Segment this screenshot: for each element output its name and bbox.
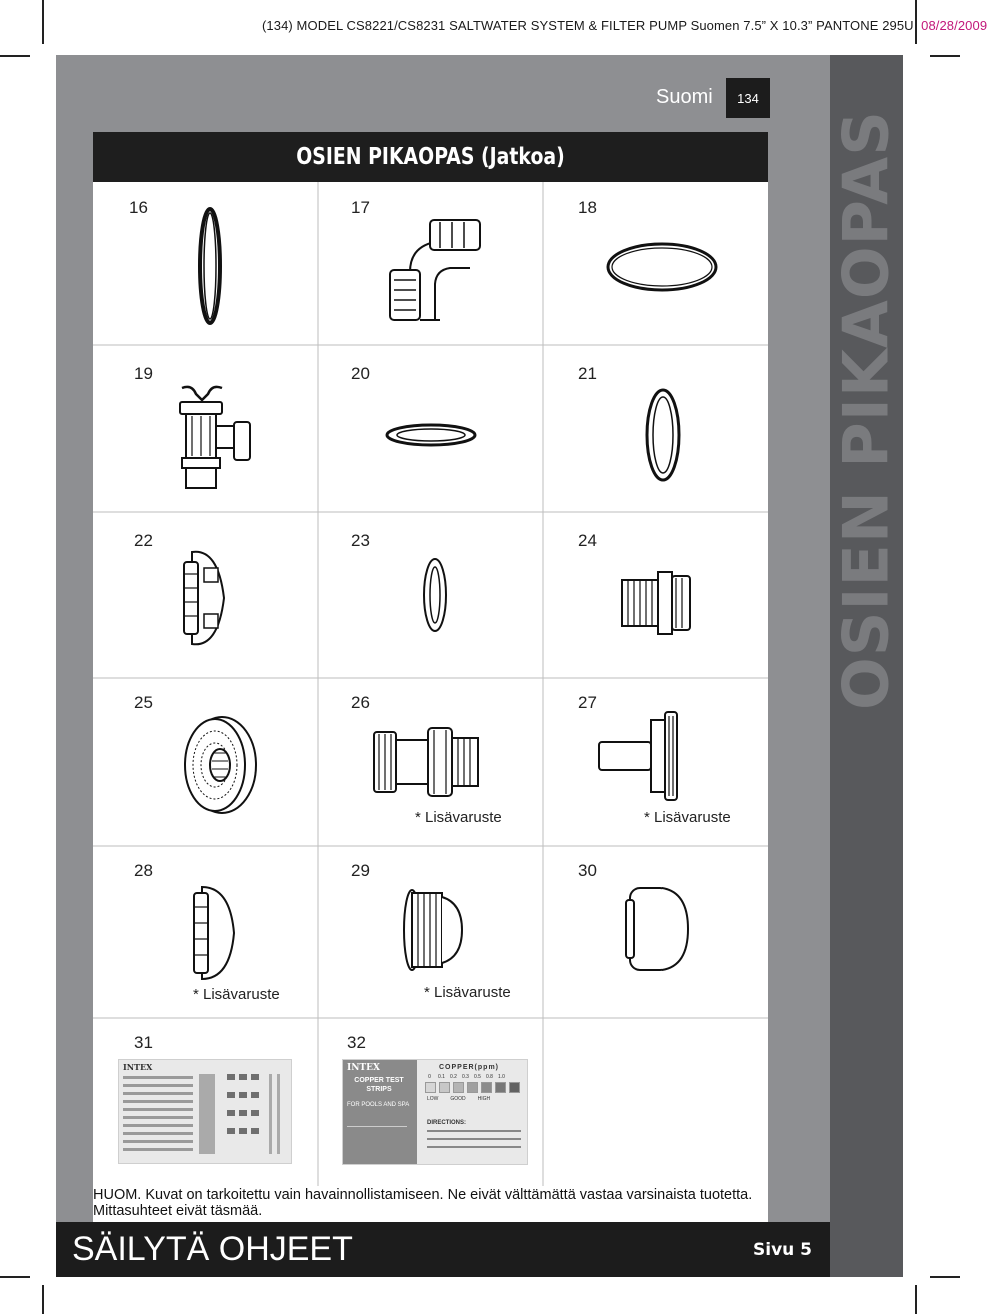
color-swatch: [425, 1082, 436, 1093]
part-number: 31: [134, 1033, 153, 1052]
part-number: 20: [351, 364, 370, 383]
crop-mark: [930, 55, 960, 57]
part-20-gasket-image: [383, 420, 479, 450]
title-bar: [93, 132, 768, 182]
part-18-oring-image: [602, 240, 722, 295]
part-number: 16: [129, 198, 148, 217]
part-number: 25: [134, 693, 153, 712]
directions-lines: [427, 1130, 521, 1154]
footer-page: Sivu 5: [753, 1240, 813, 1260]
scale-value: 0.8: [486, 1074, 493, 1080]
test-strip-card-graphic: [119, 1060, 291, 1163]
crop-mark: [42, 1285, 44, 1314]
part-17-elbow-image: [380, 212, 500, 324]
part-25-strainer-image: [170, 713, 260, 818]
part-27-hose-adapter-image: [595, 708, 685, 803]
level-label: HIGH: [477, 1096, 491, 1102]
part-21-ring-image: [640, 385, 686, 485]
part-number: 26: [351, 693, 370, 712]
brand-logo: INTEX: [347, 1063, 380, 1073]
color-swatch: [467, 1082, 478, 1093]
part-29-adapter-image: [400, 883, 470, 978]
part-number: 18: [578, 198, 597, 217]
footer-title: SÄILYTÄ OHJEET: [72, 1230, 353, 1268]
part-number: 21: [578, 364, 597, 383]
part-number: 28: [134, 861, 153, 880]
side-tab-text: OSIEN PIKAOPAS: [829, 110, 903, 710]
copper-ppm-title: COPPER(ppm): [439, 1064, 499, 1071]
part-number: 23: [351, 531, 370, 550]
accessory-note: * Lisävaruste: [193, 986, 280, 1003]
part-23-washer-image: [420, 555, 450, 635]
part-number: 24: [578, 531, 597, 550]
print-date: 08/28/2009: [921, 18, 987, 33]
color-swatch: [453, 1082, 464, 1093]
crop-mark: [915, 1285, 917, 1314]
brand-logo: INTEX: [123, 1062, 153, 1072]
accessory-note: * Lisävaruste: [644, 809, 731, 826]
copper-scale: [425, 1074, 506, 1080]
color-swatch: [509, 1082, 520, 1093]
part-number: 17: [351, 198, 370, 217]
scale-value: 1.0: [498, 1074, 505, 1080]
part-24-adapter-image: [618, 568, 698, 638]
copper-box-left: [343, 1060, 417, 1164]
directions-label: DIRECTIONS:: [427, 1120, 466, 1126]
color-swatch: [495, 1082, 506, 1093]
grid-lines: [93, 182, 768, 1192]
part-32-copper-strips-box: [342, 1059, 528, 1165]
copper-strips-title: COPPER TEST STRIPS: [354, 1077, 404, 1093]
disclaimer-note: HUOM. Kuvat on tarkoitettu vain havainnollistamiseen. Ne eivät välttämättä vastaa varsinaista tuotetta. Mittasuhteet eivät täsmää.: [93, 1187, 768, 1219]
crop-mark: [0, 1276, 30, 1278]
pool-spa-label: FOR POOLS AND SPA: [347, 1102, 410, 1108]
scale-value: 0.2: [450, 1074, 457, 1080]
crop-mark: [930, 1276, 960, 1278]
part-30-cap-image: [622, 882, 692, 977]
part-number: 22: [134, 531, 153, 550]
scale-value: 0.5: [474, 1074, 481, 1080]
part-19-valve-image: [172, 380, 258, 495]
print-info: [262, 18, 987, 33]
part-31-test-strip-card: [118, 1059, 292, 1164]
accessory-note: * Lisävaruste: [415, 809, 502, 826]
part-22-nut-image: [180, 548, 230, 648]
color-swatch: [481, 1082, 492, 1093]
print-info-text: (134) MODEL CS8221/CS8231 SALTWATER SYSTEM & FILTER PUMP Suomen 7.5” X 10.3” PANTONE 295U: [262, 18, 914, 33]
page-number-box: 134: [726, 78, 770, 118]
copper-levels: [427, 1096, 490, 1102]
crop-mark: [0, 55, 30, 57]
scale-value: 0.1: [438, 1074, 445, 1080]
part-16-oring-image: [195, 205, 225, 327]
scale-value: 0.3: [462, 1074, 469, 1080]
level-label: LOW: [427, 1096, 439, 1102]
part-number: 27: [578, 693, 597, 712]
part-number: 30: [578, 861, 597, 880]
part-26-connector-image: [370, 722, 485, 802]
part-number: 29: [351, 861, 370, 880]
page-title: OSIEN PIKAOPAS (Jatkoa): [296, 144, 565, 170]
part-28-nut-image: [188, 883, 238, 983]
part-number: 19: [134, 364, 153, 383]
level-label: GOOD: [450, 1096, 466, 1102]
color-swatch: [439, 1082, 450, 1093]
language-label: Suomi: [656, 86, 713, 108]
scale-value: 0: [428, 1074, 431, 1080]
copper-box-fineprint: [347, 1126, 407, 1157]
accessory-note: * Lisävaruste: [424, 984, 511, 1001]
copper-swatches: [425, 1082, 520, 1093]
part-number: 32: [347, 1033, 366, 1052]
crop-mark: [42, 0, 44, 44]
